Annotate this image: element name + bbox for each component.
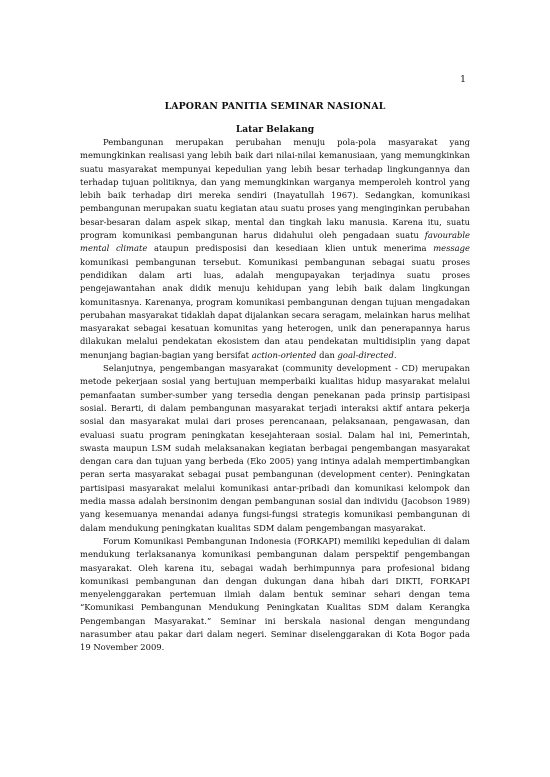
paragraph-3 xyxy=(80,535,470,655)
page-number: 1 xyxy=(459,74,466,85)
document-body xyxy=(80,101,470,655)
text-run: Forum Komunikasi Pembangunan Indonesia (FORKAPI) memiliki kepedulian di dalam mendukung terlaksananya komunikasi pembangunan dalam perspektif pengembangan masyarakat. Oleh karena itu, sebagai wadah berhimpunnya para profesional bidang komunikasi pembangunan dan dengan dukungan dana hibah dari DIKTI, FORKAPI menyelenggarakan pertemuan ilmiah dalam bentuk seminar sehari dengan tema “Komunikasi Pembangunan Mendukung Peningkatan Kualitas SDM dalam Kerangka Pengembangan Masyarakat.” Seminar ini berskala nasional dengan mengundang narasumber atau pakar dari dalam negeri. Seminar diselenggarakan di Kota Bogor pada 19 November 2009. xyxy=(80,535,470,653)
document-title: LAPORAN PANITIA SEMINAR NASIONAL xyxy=(164,101,386,112)
text-run: ataupun predisposisi dan kesediaan klien untuk menerima xyxy=(147,243,434,254)
section-heading: Latar Belakang xyxy=(235,124,315,135)
text-run: Selanjutnya, pengembangan masyarakat (community development - CD) merupakan metode pekerjaan sosial yang bertujuan memperbaiki kualitas hidup masyarakat melalui pemanfaatan sumber-sumber yang tersedia dengan penekanan pada prinsip partisipasi sosial. Berarti, di dalam pembangunan masyarakat terjadi interaksi aktif antara pekerja sosial dan masyarakat mulai dari proses perencanaan, pelaksanaan, pengawasan, dan evaluasi suatu program peningkatan kesejahteraan sosial. Dalam hal ini, Pemerintah, swasta maupun LSM sudah melaksanakan kegiatan berbagai pengembangan masyarakat dengan cara dan tujuan yang berbeda (Eko 2005) yang intinya adalah mempertimbangkan peran serta masyarakat sebagai pusat pembangunan (development center). Peningkatan partisipasi masyarakat melalui komunikasi antar-pribadi dan komunikasi kelompok dan media massa adalah bersinonim dengan pembangunan sosial dan individu (Jacobson 1989) yang kesemuanya menandai adanya fungsi-fungsi strategis komunikasi pembangunan di dalam mendukung peningkatan kualitas SDM dalam pengembangan masyarakat. xyxy=(80,363,470,533)
text-run: komunikasi pembangunan tersebut. Komunikasi pembangunan sebagai suatu proses pendidikan dalam arti luas, adalah mengupayakan terjadinya suatu proses pengejawantahan anak didik menuju kehidupan yang lebih baik dalam lingkungan komunitasnya. Karenanya, program komunikasi pembangunan dengan tujuan mengadakan perubahan masyarakat tidaklah dapat dijalankan secara seragam, melainkan harus melihat masyarakat sebagai kesatuan komunitas yang heterogen, unik dan penerapannya harus dilakukan melalui pendekatan ekosistem dan atau pendekatan multidisiplin yang dapat menunjang bagian-bagian yang bersifat xyxy=(80,256,470,360)
text-run: . xyxy=(393,349,397,360)
paragraph-1 xyxy=(80,136,470,362)
text-run: Pembangunan merupakan perubahan menuju pola-pola masyarakat yang memungkinkan realisasi yang lebih baik dari nilai-nilai kemanusiaan, yang memungkinkan suatu masyarakat mempunyai kepedulian yang lebih besar terhadap lingkungannya dan terhadap tujuan politiknya, dan yang memungkinkan warganya memperoleh kontrol yang lebih baik terhadap diri mereka sendiri (Inayatullah 1967). Sedangkan, komunikasi pembangunan merupakan suatu kegiatan atau suatu proses yang menginginkan perubahan besar-besaran dalam aspek sikap, mental dan tingkah laku manusia. Karena itu, suatu program komunikasi pembangunan harus didahului oleh pengadaan suatu xyxy=(80,137,470,241)
italic-run: message xyxy=(433,243,470,254)
text-run: dan xyxy=(316,349,338,360)
paragraph-2 xyxy=(80,362,470,535)
italic-run: action-oriented xyxy=(251,349,317,360)
italic-run: goal-directed xyxy=(337,349,394,360)
italic-run: favourable mental climate xyxy=(80,230,470,254)
